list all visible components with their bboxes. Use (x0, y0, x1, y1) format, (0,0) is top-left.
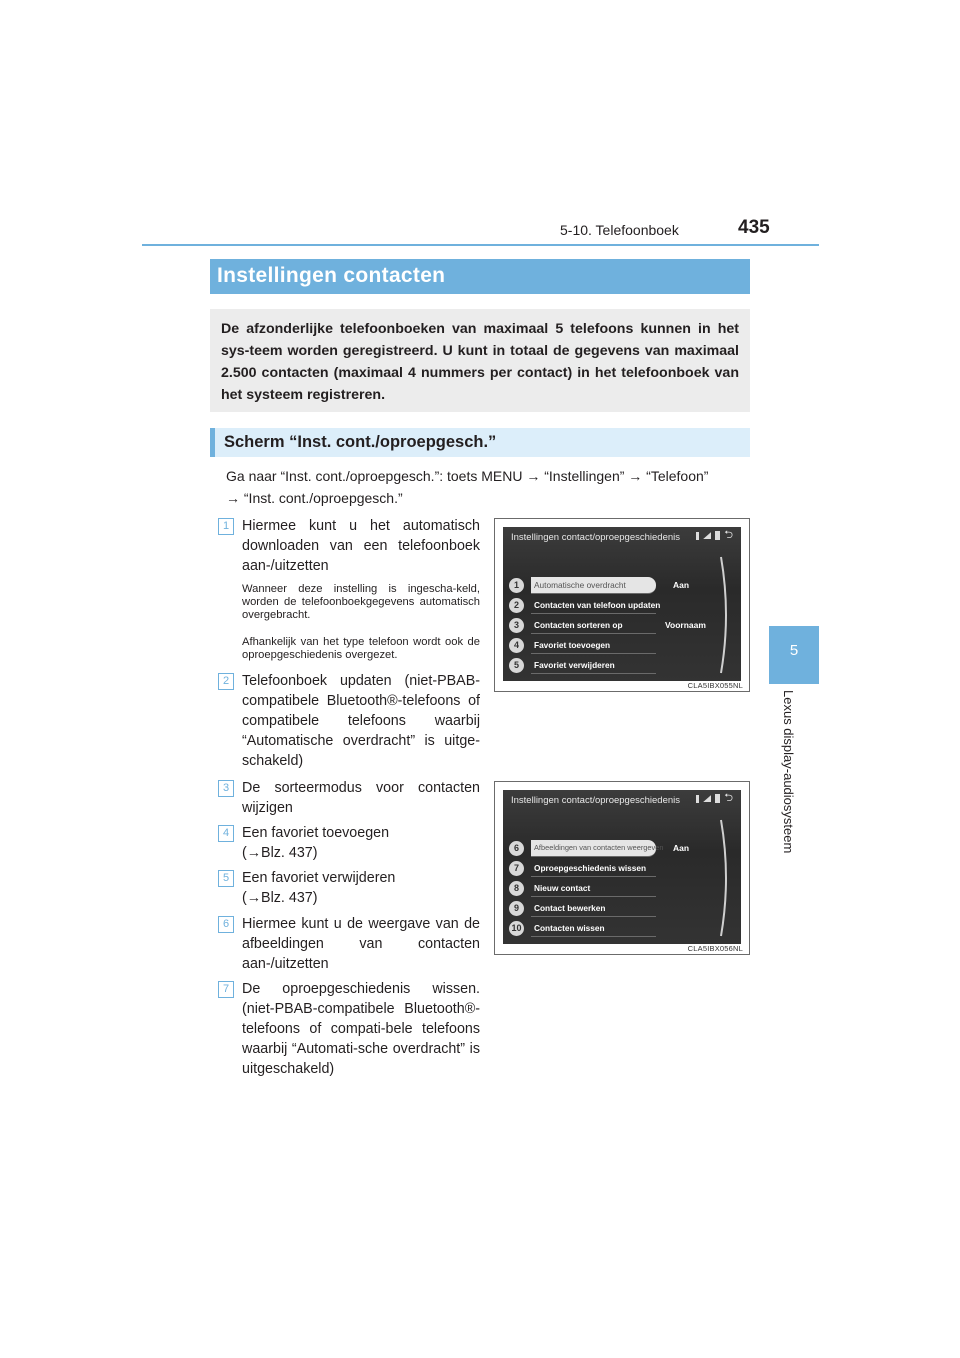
item-text: Telefoonboek updaten (niet-PBAB-compatibele Bluetooth®-telefoons of compatibele telefoons waarbij “Automatische overdracht” is uitge-schakeld) (242, 673, 480, 769)
row-label: Contacten van telefoon updaten (531, 597, 656, 614)
header-divider (142, 244, 819, 246)
row-number: 10 (509, 921, 524, 936)
row-label: Favoriet toevoegen (531, 637, 656, 654)
back-icon[interactable]: ⮌ (724, 529, 733, 541)
screenshot-contact-settings-2 (494, 781, 750, 955)
screen-title: Instellingen contact/oproepgeschiedenis (511, 532, 681, 543)
item-number-badge: 5 (218, 870, 234, 887)
row-number: 9 (509, 901, 524, 916)
page-title-bar (210, 259, 750, 294)
chapter-label: Lexus display-audiosysteem (781, 690, 796, 854)
row-number: 5 (509, 658, 524, 673)
item-number-badge: 4 (218, 825, 234, 842)
row-number: 2 (509, 598, 524, 613)
intro-box (210, 309, 750, 412)
intro-text: De afzonderlijke telefoonboeken van maximaal 5 telefoons kunnen in het sys-teem worden geregistreerd. U kunt in totaal de gegevens van maximaal 2.500 contacten (maximaal 4 nummers per contact) in het telefoonboek van het systeem registreren. (221, 321, 739, 403)
battery-icon (715, 794, 720, 803)
signal-icon (703, 795, 711, 802)
item-number-badge: 2 (218, 673, 234, 690)
back-icon[interactable]: ⮌ (724, 792, 733, 804)
chapter-number: 5 (789, 642, 799, 659)
screen-title: Instellingen contact/oproepgeschiedenis (511, 795, 681, 806)
row-number: 3 (509, 618, 524, 633)
image-code: CLA5IBX055NL (687, 681, 743, 690)
item-text: De oproepgeschiedenis wissen. (niet-PBAB-compatibele Bluetooth®-telefoons of compati-bele telefoons waarbij “Automati-sche overdracht” is uitgeschakeld) (242, 981, 480, 1077)
subheading-bar (210, 428, 750, 457)
bluetooth-icon (696, 795, 699, 803)
row-value: Aan (673, 843, 690, 853)
scroll-arc (719, 818, 731, 938)
status-icons (696, 794, 733, 803)
row-label: Oproepgeschiedenis wissen (531, 860, 656, 877)
signal-icon (703, 532, 711, 539)
item-number-badge: 1 (218, 518, 234, 535)
battery-icon (715, 531, 720, 540)
status-icons (696, 531, 733, 540)
navigation-path-line1: Ga naar “Inst. cont./oproepgesch.”: toets MENU → “Instellingen” → “Telefoon” (226, 468, 709, 484)
navigation-path-line2: → “Inst. cont./oproepgesch.” (226, 490, 403, 506)
subheading: Scherm “Inst. cont./oproepgesch.” (224, 433, 497, 451)
page-number: 435 (738, 217, 770, 238)
page-title: Instellingen contacten (217, 264, 446, 287)
row-value: Voornaam (665, 620, 706, 630)
row-label: Contacten wissen (531, 920, 656, 937)
row-number: 6 (509, 841, 524, 856)
navigation-path (226, 465, 750, 509)
item-text: Hiermee kunt u het automatisch downloaden van een telefoonboek aan-/uitzetten (242, 518, 480, 574)
item-text: De sorteermodus voor contacten wijzigen (242, 780, 480, 816)
item-text: Hiermee kunt u de weergave van de afbeeldingen van contacten aan-/uitzetten (242, 916, 480, 972)
row-label: Contacten sorteren op (531, 617, 656, 634)
screenshot-contact-settings-1 (494, 518, 750, 692)
row-label: Automatische overdracht (531, 577, 656, 594)
row-number: 4 (509, 638, 524, 653)
bluetooth-icon (696, 532, 699, 540)
item-note: Afhankelijk van het type telefoon wordt ook de oproepgeschiedenis overgezet. (242, 636, 480, 661)
section-title: 5-10. Telefoonboek (560, 222, 679, 238)
row-label: Afbeeldingen van contacten weergeven (531, 840, 656, 857)
item-text: Een favoriet toevoegen (→Blz. 437) (242, 825, 390, 861)
row-value: Aan (673, 580, 690, 590)
item-number-badge: 6 (218, 916, 234, 933)
display-screen (503, 527, 741, 681)
item-number-badge: 3 (218, 780, 234, 797)
item-number-badge: 7 (218, 981, 234, 998)
item-note: Wanneer deze instelling is ingescha-keld, worden de telefoonboekgegevens automatisch overgebracht. (242, 583, 480, 621)
row-label: Nieuw contact (531, 880, 656, 897)
image-code: CLA5IBX056NL (687, 944, 743, 953)
display-screen (503, 790, 741, 944)
scroll-arc (719, 555, 731, 675)
row-number: 7 (509, 861, 524, 876)
row-number: 1 (509, 578, 524, 593)
item-text: Een favoriet verwijderen (→Blz. 437) (242, 870, 396, 906)
row-label: Contact bewerken (531, 900, 656, 917)
row-number: 8 (509, 881, 524, 896)
row-label: Favoriet verwijderen (531, 657, 656, 674)
